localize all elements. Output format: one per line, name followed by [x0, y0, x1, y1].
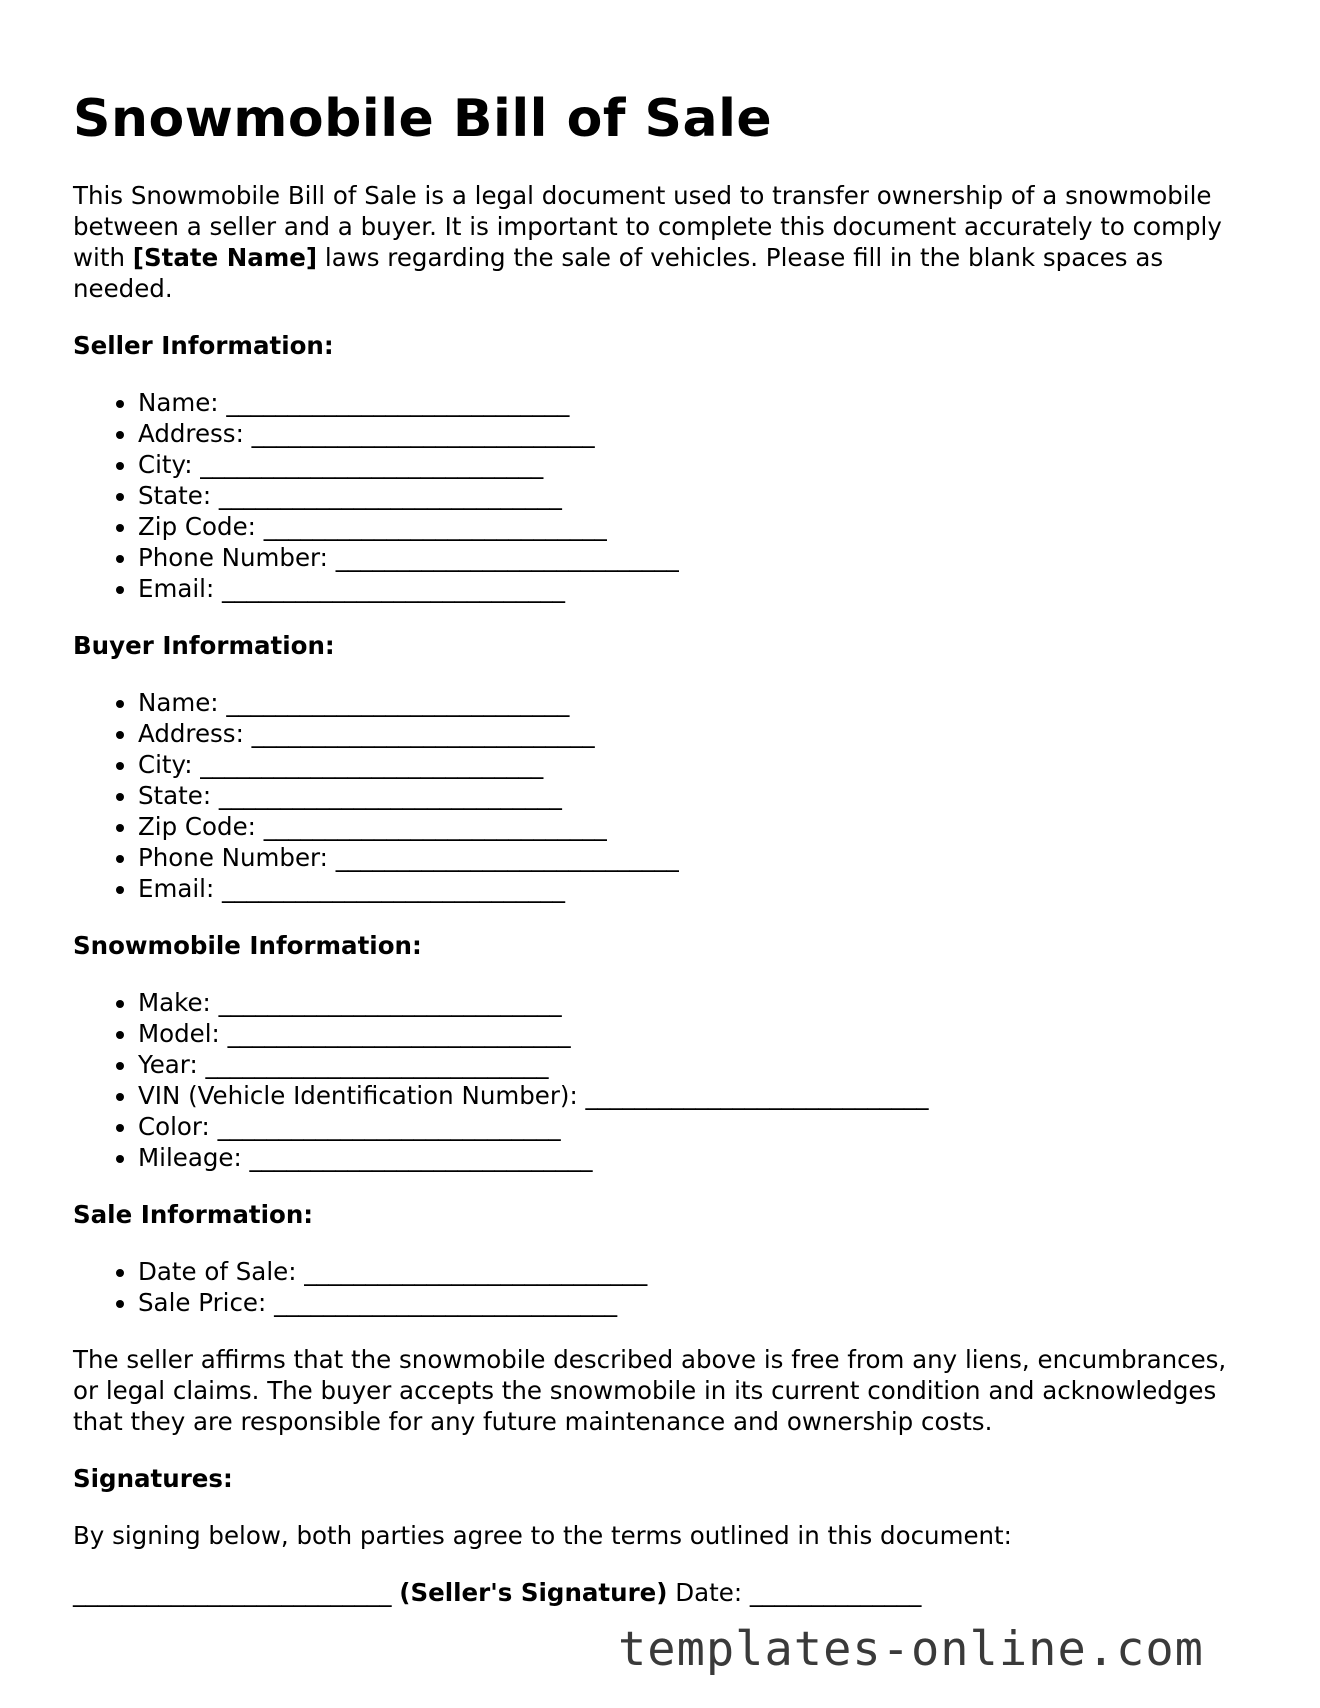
watermark-text: templates-online.com [618, 1622, 1204, 1677]
year-field[interactable]: • Year: ____________________________ [138, 1049, 1253, 1080]
blank-line[interactable]: ____________________________ [200, 450, 544, 479]
blank-line[interactable]: ____________________________ [200, 750, 544, 779]
seller-address-field[interactable]: • Address: ____________________________ [138, 418, 1253, 449]
snowmobile-information-heading: Snowmobile Information: [73, 931, 422, 960]
blank-line[interactable]: ____________________________ [251, 419, 595, 448]
seller-signature-label: (Seller's Signature) [399, 1578, 668, 1607]
buyer-state-field[interactable]: • State: ____________________________ [138, 780, 1253, 811]
intro-paragraph [73, 180, 1253, 304]
snowmobile-field-list [73, 987, 1253, 1173]
buyer-name-field[interactable]: • Name: ____________________________ [138, 687, 1253, 718]
blank-line[interactable]: ____________________________ [304, 1257, 648, 1286]
sale-field-list [73, 1256, 1253, 1318]
blank-line[interactable]: ____________________________ [226, 388, 570, 417]
date-label: Date: [675, 1578, 743, 1607]
affirmation-paragraph: The seller affirms that the snowmobile described above is free from any liens, encumbrances, or legal claims. The buyer accepts the snowmobile in its current condition and acknowledges that they are responsible for any future maintenance and ownership costs. [73, 1345, 1227, 1436]
mileage-field[interactable]: • Mileage: ____________________________ [138, 1142, 1253, 1173]
blank-line[interactable]: ____________________________ [227, 1019, 571, 1048]
buyer-email-field[interactable]: • Email: ____________________________ [138, 873, 1253, 904]
blank-line[interactable]: ____________________________ [274, 1288, 618, 1317]
blank-line[interactable]: ____________________________ [251, 719, 595, 748]
seller-signature-row [73, 1577, 1253, 1608]
blank-line[interactable]: ____________________________ [222, 574, 566, 603]
seller-zip-field[interactable]: • Zip Code: ____________________________ [138, 511, 1253, 542]
signatures-heading: Signatures: [73, 1464, 233, 1493]
buyer-phone-field[interactable]: • Phone Number: ____________________________ [138, 842, 1253, 873]
blank-line[interactable]: ____________________________ [218, 481, 562, 510]
date-of-sale-field[interactable]: • Date of Sale: ____________________________ [138, 1256, 1253, 1287]
seller-information-heading: Seller Information: [73, 331, 334, 360]
seller-signature-line[interactable]: __________________________ [73, 1578, 392, 1607]
blank-line[interactable]: ____________________________ [249, 1143, 593, 1172]
color-field[interactable]: • Color: ____________________________ [138, 1111, 1253, 1142]
blank-line[interactable]: ____________________________ [263, 512, 607, 541]
signature-statement: By signing below, both parties agree to the terms outlined in this document: [73, 1521, 1012, 1550]
make-field[interactable]: • Make: ____________________________ [138, 987, 1253, 1018]
buyer-zip-field[interactable]: • Zip Code: ____________________________ [138, 811, 1253, 842]
state-name-placeholder: [State Name] [132, 243, 318, 272]
sale-information-heading: Sale Information: [73, 1200, 314, 1229]
blank-line[interactable]: ____________________________ [218, 781, 562, 810]
seller-name-field[interactable]: • Name: ____________________________ [138, 387, 1253, 418]
buyer-information-heading: Buyer Information: [73, 631, 335, 660]
blank-line[interactable]: ____________________________ [226, 688, 570, 717]
bill-of-sale-document [73, 88, 1253, 1608]
vin-field[interactable]: • VIN (Vehicle Identification Number): ____________________________ [138, 1080, 1253, 1111]
buyer-field-list [73, 687, 1253, 904]
blank-line[interactable]: ____________________________ [218, 988, 562, 1017]
intro-text-1: This Snowmobile Bill of Sale is a legal document used to transfer ownership of a snowmobile between a seller and a buyer. It is important to complete this document accurately to comply with [73, 181, 1222, 272]
seller-phone-field[interactable]: • Phone Number: ____________________________ [138, 542, 1253, 573]
blank-line[interactable]: ____________________________ [585, 1081, 929, 1110]
seller-state-field[interactable]: • State: ____________________________ [138, 480, 1253, 511]
model-field[interactable]: • Model: ____________________________ [138, 1018, 1253, 1049]
buyer-address-field[interactable]: • Address: ____________________________ [138, 718, 1253, 749]
signature-date-line[interactable]: ______________ [749, 1578, 922, 1607]
blank-line[interactable]: ____________________________ [205, 1050, 549, 1079]
blank-line[interactable]: ____________________________ [335, 843, 679, 872]
blank-line[interactable]: ____________________________ [263, 812, 607, 841]
seller-city-field[interactable]: • City: ____________________________ [138, 449, 1253, 480]
blank-line[interactable]: ____________________________ [217, 1112, 561, 1141]
sale-price-field[interactable]: • Sale Price: ____________________________ [138, 1287, 1253, 1318]
blank-line[interactable]: ____________________________ [222, 874, 566, 903]
seller-field-list [73, 387, 1253, 604]
intro-text-2: laws regarding the sale of vehicles. Please fill in the blank spaces as needed. [73, 243, 1164, 303]
buyer-city-field[interactable]: • City: ____________________________ [138, 749, 1253, 780]
blank-line[interactable]: ____________________________ [335, 543, 679, 572]
seller-email-field[interactable]: • Email: ____________________________ [138, 573, 1253, 604]
document-title: Snowmobile Bill of Sale [73, 89, 773, 149]
